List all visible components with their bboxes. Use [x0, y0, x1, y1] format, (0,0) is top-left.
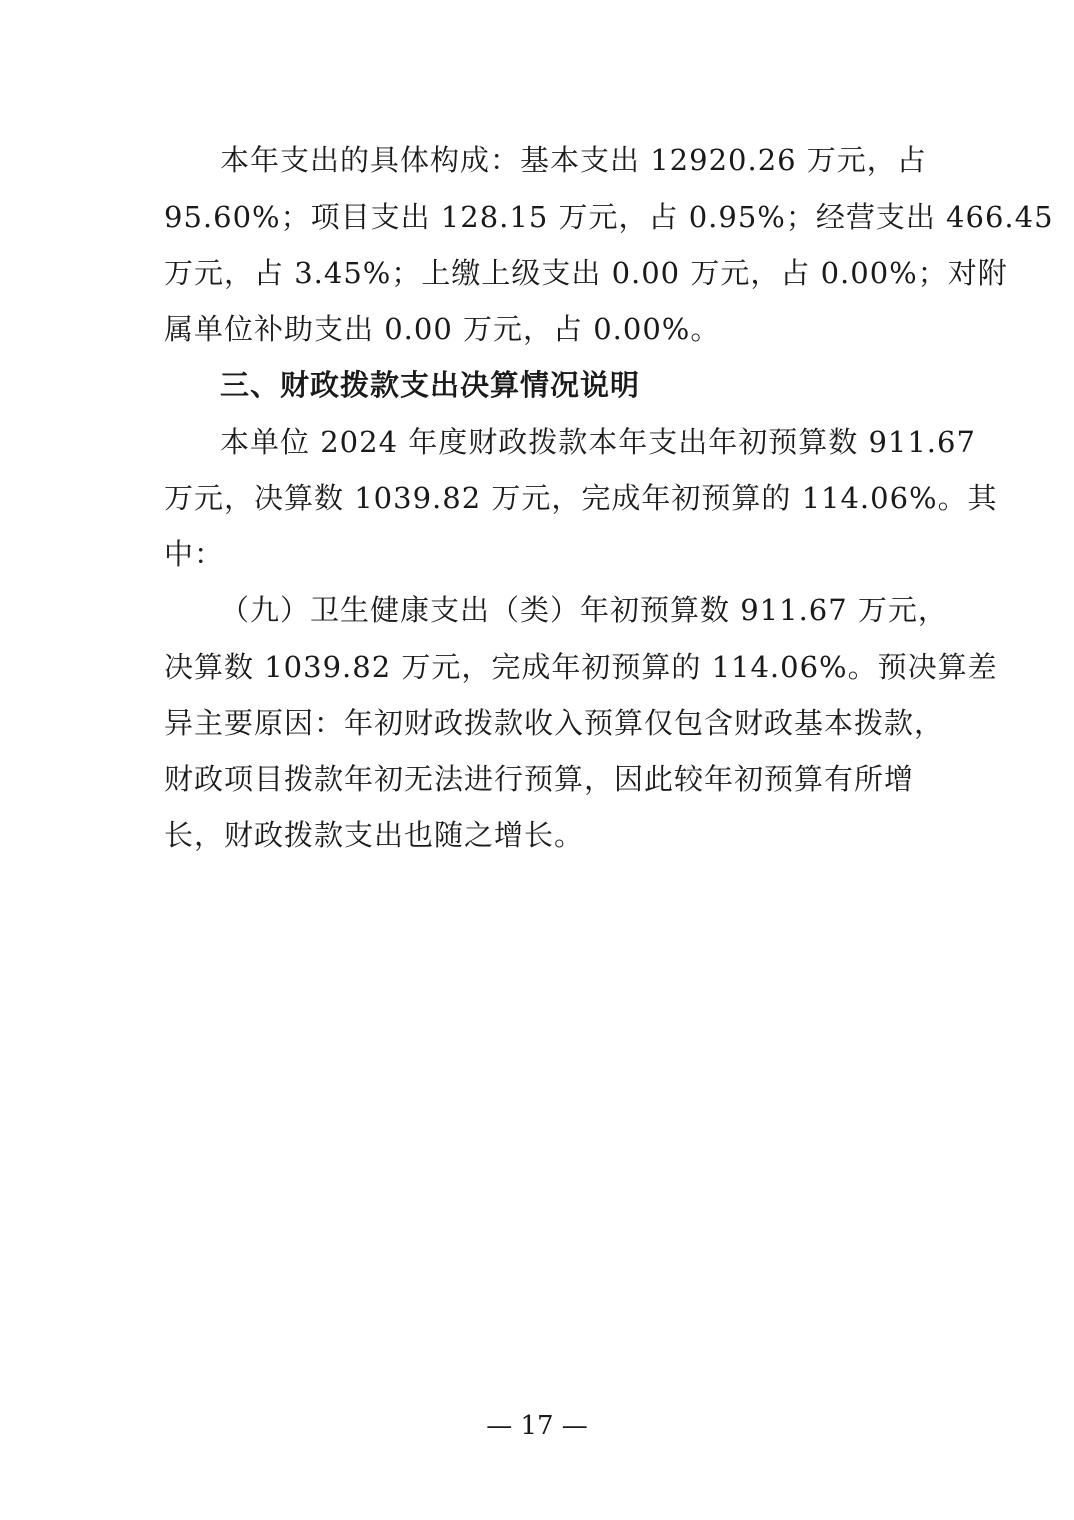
- paragraph-line: （九）卫生健康支出（类）年初预算数 911.67 万元，: [220, 593, 948, 627]
- page-number: — 17 —: [486, 1411, 588, 1441]
- paragraph-line: 决算数 1039.82 万元，完成年初预算的 114.06%。预决算差: [164, 650, 998, 684]
- paragraph-line: 长，财政拨款支出也随之增长。: [164, 818, 585, 852]
- paragraph-line: 95.60%；项目支出 128.15 万元，占 0.95%；经营支出 466.45: [164, 200, 1054, 234]
- section-heading: 三、财政拨款支出决算情况说明: [220, 368, 641, 402]
- paragraph-line: 中：: [164, 537, 225, 571]
- paragraph-line: 异主要原因：年初财政拨款收入预算仅包含财政基本拨款，: [164, 706, 945, 740]
- paragraph-line: 属单位补助支出 0.00 万元，占 0.00%。: [164, 312, 721, 346]
- paragraph-line: 本年支出的具体构成：基本支出 12920.26 万元，占: [220, 143, 927, 177]
- paragraph-line: 财政项目拨款年初无法进行预算，因此较年初预算有所增: [164, 762, 915, 796]
- paragraph-line: 万元，决算数 1039.82 万元，完成年初预算的 114.06%。其: [164, 481, 998, 515]
- paragraph-line: 本单位 2024 年度财政拨款本年支出年初预算数 911.67: [220, 425, 976, 459]
- paragraph-line: 万元，占 3.45%；上缴上级支出 0.00 万元，占 0.00%；对附: [164, 256, 1008, 290]
